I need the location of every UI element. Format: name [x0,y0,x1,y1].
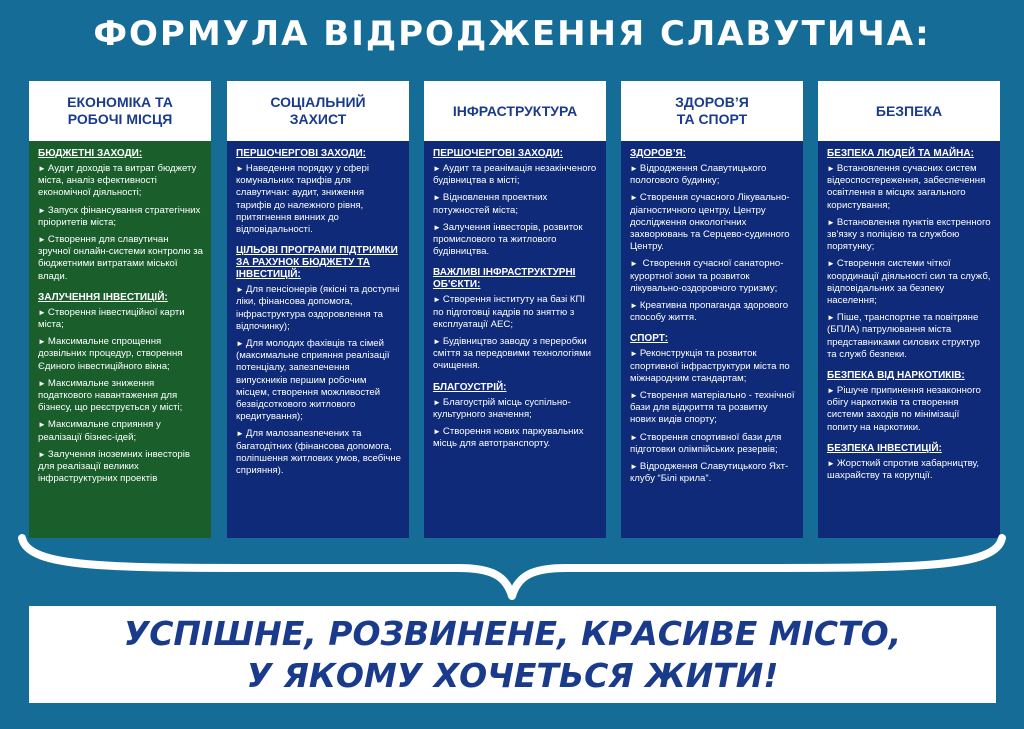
list-item: ► Наведення порядку у сфері комунальних тарифів для славутичан: аудит, зниження тарифів до належного рівня, притягнення винних до відповідальності. [236,163,369,236]
right-triangle-icon: ► [38,420,46,430]
right-triangle-icon: ► [630,259,638,269]
right-triangle-icon: ► [38,307,46,317]
slogan-line: УСПІШНЕ, РОЗВИНЕНЕ, КРАСИВЕ МІСТО, [123,614,902,653]
list-item: ► Максимальне зниження податкового навантаження для бізнесу, що реєструється у місті; [38,377,183,414]
section-title: БЮДЖЕТНІ ЗАХОДИ: [38,148,143,159]
right-triangle-icon: ► [630,193,638,203]
list-item: ► Аудит доходів та витрат бюджету міста, аналіз ефективності економічної діяльності; [38,163,197,199]
column-heading [424,81,606,141]
list-item: ► Залучення іноземних інвесторів для реалізації великих інфраструктурних проектів [38,448,190,485]
list-item: ► Піше, транспортне та повітряне (БПЛА) патрулювання міста представниками силових структур та служб безпеки. [827,312,980,360]
right-triangle-icon: ► [38,205,46,215]
right-triangle-icon: ► [827,386,835,396]
list-item: ► Для малозапезпечених та багатодітних (фінансова допомога, поліпшення житлових умов, всебічне сприяння). [236,428,401,477]
list-item: ► Створення сучасної санаторно-курортної зони та розвиток лікувально-оздоровчого туризму; [630,258,784,294]
column-economy [29,81,211,538]
column-health-sport [621,81,803,538]
right-triangle-icon: ► [433,295,441,305]
column-body [227,141,409,538]
list-item: ► Створення інституту на базі КПІ по підготовці кадрів по зняттю з експлуатації АЕС; [433,294,586,330]
list-item: ► Запуск фінансування стратегічних пріоритетів міста; [38,204,201,228]
right-triangle-icon: ► [630,301,638,311]
right-triangle-icon: ► [38,378,46,388]
list-item: ► Створення нових паркувальних місць для автотранспорту. [433,426,584,450]
right-triangle-icon: ► [827,458,835,468]
right-triangle-icon: ► [827,259,835,269]
list-item: ► Максимальне сприяння у реалізації бізнес-ідей; [38,419,161,443]
list-item: ► Залучення інвесторів, розвиток промислового та житлового будівництва. [433,221,583,258]
section-title: ВАЖЛИВІ ІНФРАСТРУКТУРНІ ОБ'ЄКТИ: [433,267,576,291]
list-item: ► Креативна пропаганда здорового способу життя. [630,300,789,324]
list-item: ► Створення матеріально - технічної бази для відкриття та розвитку нових видів спорту; [630,390,795,426]
column-heading [621,81,803,141]
right-triangle-icon: ► [236,285,244,295]
section-title: ПЕРШОЧЕРГОВІ ЗАХОДИ: [236,148,366,159]
column-body [29,141,211,538]
list-item: ► Реконструкція та розвиток спортивної інфраструктури міста по міжнародним стандартам; [630,348,790,384]
section-title: БЛАГОУСТРІЙ: [433,381,507,393]
list-item: ► Жорсткий спротив хабарництву, шахрайству та корупції. [827,457,979,482]
slogan-line: У ЯКОМУ ХОЧЕТЬСЯ ЖИТИ! [246,656,779,695]
list-item: ► Встановлення сучасних систем відеоспостереження, забеспечення освітлення в місцях загального користування; [827,163,986,211]
right-triangle-icon: ► [38,235,46,245]
right-triangle-icon: ► [433,222,441,232]
list-item: ► Рішуче припинення незаконного обігу наркотиків та створення системи заходів по мінімізації попиту на наркотики. [827,385,981,433]
right-triangle-icon: ► [236,339,244,349]
column-body [818,141,1000,538]
section-title: ЦІЛЬОВІ ПРОГРАМИ ПІДТРИМКИ ЗА РАХУНОК БЮДЖЕТУ ТА ІНВЕСТИЦІЙ: [236,245,398,281]
list-item: ► Аудит та реанімація незакінченого будівництва в місті; [433,163,597,187]
curly-brace-icon [18,534,1006,600]
list-item: ► Для молодих фахівців та сімей (максимальне сприяння реалізації потенціалу, запезпечення випускників першим робочим місцем, створення можливостей безвідсоткового житлового кредитування); [236,338,390,423]
right-triangle-icon: ► [236,164,244,173]
right-triangle-icon: ► [630,391,638,401]
right-triangle-icon: ► [827,164,835,173]
right-triangle-icon: ► [38,337,46,347]
right-triangle-icon: ► [433,427,441,437]
list-item: ► Створення спортивної бази для підготовки олімпійських резервів; [630,431,782,455]
section-title: БЕЗПЕКА ЛЮДЕЙ ТА МАЙНА: [827,148,974,159]
list-item: ► Відродження Славутицького Яхт-клубу “Білі крила”. [630,461,789,485]
heading-line: ЗДОРОВ’Я [675,94,749,110]
right-triangle-icon: ► [630,432,638,442]
column-security [818,81,1000,538]
list-item: ► Максимальне спрощення дозвільних процедур, створення Єдиного інвестиційного вікна; [38,336,183,372]
column-body [621,141,803,538]
right-triangle-icon: ► [630,462,638,472]
right-triangle-icon: ► [630,164,638,173]
list-item: ► Будівництво заводу з переробки сміття за передовими технологіями очищення. [433,336,592,372]
heading-line: ЗАХИСТ [289,111,347,127]
right-triangle-icon: ► [630,349,638,359]
right-triangle-icon: ► [827,217,835,227]
list-item: ► Встановлення пунктів екстренного зв'язку з поліцією та службою порятунку; [827,216,991,253]
list-item: ► Відновлення проектних потужностей міста; [433,192,548,216]
list-item: ► Для пенсіонерів (якісні та доступні ліки, фінансова допомога, інфраструктура оздоровлення та відпочинку); [236,284,400,332]
list-item: ► Створення сучасного Лікувально-діагностичного центру, Центру дослідження онкологічних захворювань та Серцево-судинного Центру. [630,192,790,253]
list-item: ► Створення для славутичан зручної онлайн-системи контролю за бюджетними витратами міської влади. [38,234,203,282]
column-body [424,141,606,538]
heading-line: БЕЗПЕКА [875,102,943,119]
list-item: ► Створення інвестиційної карти міста; [38,306,185,331]
right-triangle-icon: ► [38,164,46,173]
heading-line: РОБОЧІ МІСЦЯ [67,111,173,127]
section-title: БЕЗПЕКА ВІД НАРКОТИКІВ: [827,370,965,382]
right-triangle-icon: ► [38,449,46,459]
column-infrastructure [424,81,606,538]
column-heading [818,81,1000,141]
section-title: ЗДОРОВ’Я: [630,148,687,159]
list-item: ► Створення системи чіткої координації діяльності сил та служб, відповідальних за безпеку населення; [827,258,991,307]
right-triangle-icon: ► [433,193,441,203]
heading-line: СОЦІАЛЬНИЙ [270,94,366,110]
section-title: БЕЗПЕКА ІНВЕСТИЦІЙ: [827,442,942,454]
page-title: ФОРМУЛА ВІДРОДЖЕННЯ СЛАВУТИЧА: [93,14,931,54]
heading-line: ЕКОНОМІКА ТА [67,94,173,110]
section-title: ПЕРШОЧЕРГОВІ ЗАХОДИ: [433,148,563,159]
right-triangle-icon: ► [433,337,441,347]
heading-line: ІНФРАСТРУКТУРА [452,102,578,119]
right-triangle-icon: ► [827,313,835,323]
heading-line: ТА СПОРТ [676,111,748,127]
column-social [227,81,409,538]
list-item: ► Відродження Славутицького пологового будинку; [630,163,767,187]
column-heading [29,81,211,141]
right-triangle-icon: ► [433,164,441,173]
slogan-banner [29,606,996,703]
section-title: ЗАЛУЧЕННЯ ІНВЕСТИЦІЙ: [38,291,168,303]
list-item: ► Благоустрій місць суспільно-культурного значення; [433,396,571,420]
column-heading [227,81,409,141]
section-title: СПОРТ: [630,333,669,345]
right-triangle-icon: ► [236,429,244,439]
right-triangle-icon: ► [433,397,441,407]
